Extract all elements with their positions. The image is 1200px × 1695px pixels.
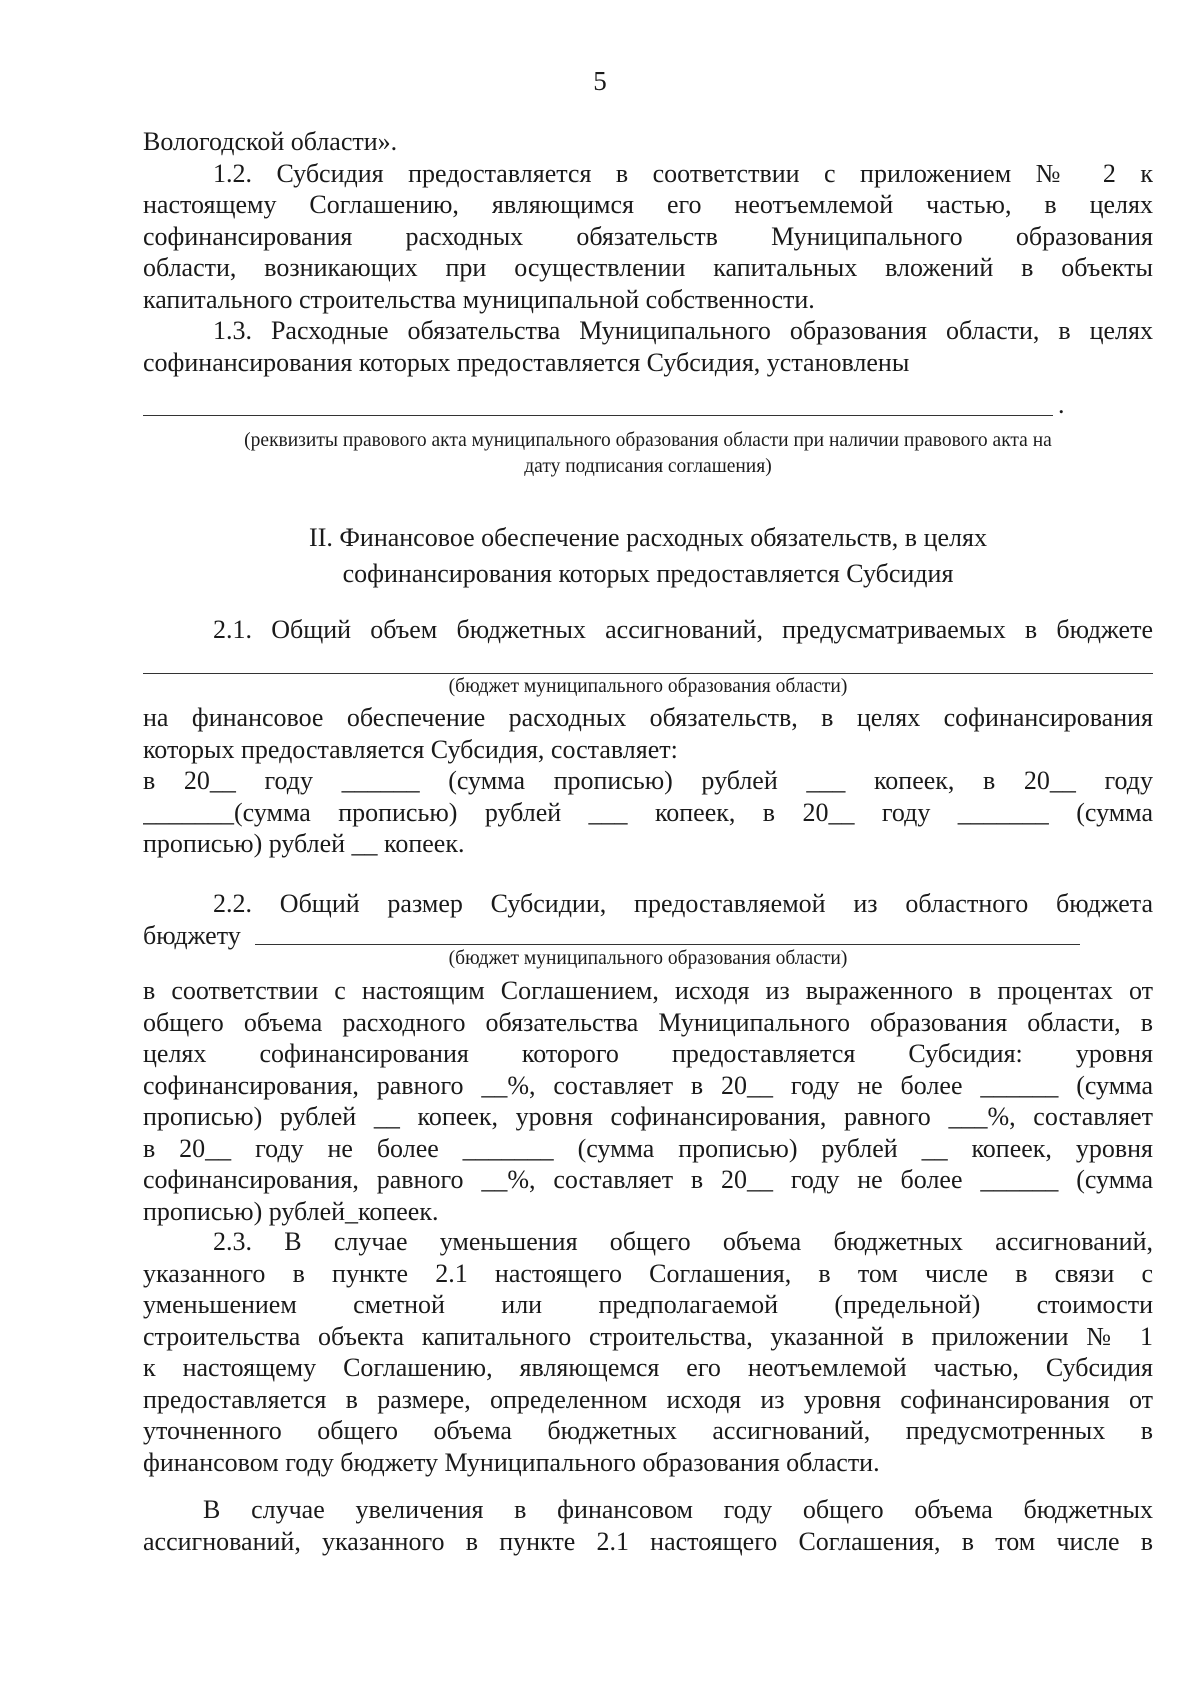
text-line: _______(сумма прописью) рублей ___ копеек, в 20__ году _______ (сумма (143, 797, 1153, 827)
text-line: в соответствии с настоящим Соглашением, исходя из выраженного в процентах от (143, 976, 1153, 1005)
paragraph-increase (143, 1494, 1153, 1557)
text-line: ассигнований, указанного в пункте 2.1 настоящего Соглашения, в том числе в (143, 1526, 1153, 1556)
text-line: общего объема расходного обязательства Муниципального образования области, в (143, 1007, 1153, 1037)
section1-text (143, 126, 1153, 378)
note-line: (реквизиты правового акта муниципального образования области при наличии правового акта на (244, 430, 1052, 451)
note-municipal-budget: (бюджет муниципального образования области) (448, 676, 848, 697)
text-line: софинансирования, равного __%, составляет в 20__ году не более ______ (сумма (143, 1070, 1153, 1100)
text-line: к настоящему Соглашению, являющемся его неотъемлемой частью, Субсидия (143, 1353, 1153, 1382)
heading-line: II. Финансовое обеспечение расходных обязательств, в целях (309, 523, 987, 552)
text-line: которых предоставляется Субсидия, составляет: (143, 734, 678, 764)
text-line: на финансовое обеспечение расходных обязательств, в целях софинансирования (143, 703, 1153, 732)
note-municipal-budget: (бюджет муниципального образования области) (448, 948, 848, 969)
section2-heading (143, 520, 1153, 592)
heading-line: софинансирования которых предоставляется Субсидия (342, 559, 954, 588)
text-line: софинансирования которых предоставляется Субсидия, установлены (143, 347, 910, 377)
text-line: настоящему Соглашению, являющимся его неотъемлемой частью, в целях (143, 190, 1153, 219)
paragraph-2-3 (143, 1226, 1153, 1478)
text-line: 2.2. Общий размер Субсидии, предоставляемой из областного бюджета (213, 889, 1153, 918)
text-line: в 20__ году не более _______ (сумма прописью) рублей __ копеек, уровня (143, 1133, 1153, 1163)
text-line: уточненного общего объема бюджетных ассигнований, предусмотренных в (143, 1416, 1153, 1445)
fill-line-dot: . (1058, 390, 1065, 419)
text-line: в 20__ году ______ (сумма прописью) рублей ___ копеек, в 20__ году (143, 766, 1153, 795)
note-legal-act (143, 428, 1153, 480)
paragraph-2-2-first (143, 888, 1153, 951)
text-line: области, возникающих при осуществлении капитальных вложений в объекты (143, 253, 1153, 282)
paragraph-2-1 (143, 702, 1153, 860)
text-line: 1.2. Субсидия предоставляется в соответствии с приложением № 2 к (213, 158, 1153, 188)
text-line: уменьшением сметной или предполагаемой (предельной) стоимости (143, 1290, 1153, 1319)
text-line: целях софинансирования которого предоставляется Субсидия: уровня (143, 1039, 1153, 1068)
paragraph-2-2 (143, 975, 1153, 1227)
page-number: 5 (593, 66, 607, 96)
paragraph-2-1-first (143, 614, 1153, 646)
fill-line (255, 944, 1080, 945)
text-line: бюджету (143, 920, 241, 950)
text-line: Вологодской области». (143, 127, 398, 156)
text-line: 2.3. В случае уменьшения общего объема бюджетных ассигнований, (213, 1227, 1153, 1256)
text-line: указанного в пункте 2.1 настоящего Соглашения, в том числе в связи с (143, 1258, 1153, 1288)
text-line: финансовом году бюджету Муниципального образования области. (143, 1447, 880, 1477)
text-line: софинансирования, равного __%, составляет в 20__ году не более ______ (сумма (143, 1165, 1153, 1194)
text-line: строительства объекта капитального строительства, указанной в приложении № 1 (143, 1321, 1153, 1351)
text-line: прописью) рублей __ копеек, уровня софинансирования, равного ___%, составляет (143, 1102, 1153, 1131)
text-line: капитального строительства муниципальной собственности. (143, 284, 815, 314)
text-line: 1.3. Расходные обязательства Муниципального образования области, в целях (213, 316, 1153, 345)
note-line: дату подписания соглашения) (524, 456, 772, 477)
text-line: 2.1. Общий объем бюджетных ассигнований, предусматриваемых в бюджете (213, 615, 1153, 644)
text-line: предоставляется в размере, определенном исходя из уровня софинансирования от (143, 1384, 1153, 1414)
fill-line (143, 415, 1053, 416)
text-line: софинансирования расходных обязательств Муниципального образования (143, 221, 1153, 251)
text-line: прописью) рублей __ копеек. (143, 829, 465, 858)
text-line: прописью) рублей_копеек. (143, 1196, 439, 1226)
text-line: В случае увеличения в финансовом году общего объема бюджетных (203, 1495, 1153, 1524)
